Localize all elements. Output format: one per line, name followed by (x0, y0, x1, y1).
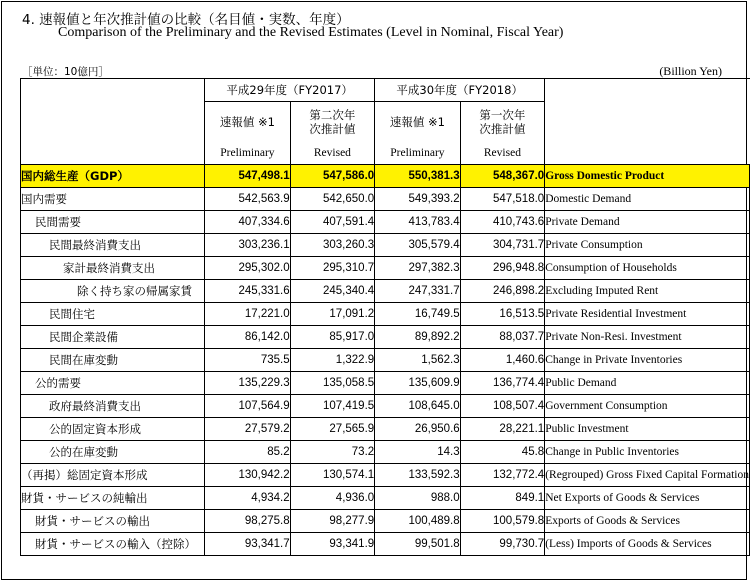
unit-label-en: (Billion Yen) (659, 64, 722, 78)
header-c2-jp: 第二次年次推計値 (290, 102, 375, 142)
row-label-en: Gross Domestic Product (545, 165, 750, 188)
cell-value: 988.0 (375, 487, 460, 510)
row-label: 公的固定資本形成 (21, 418, 205, 441)
header-c4-jp: 第一次年次推計値 (460, 102, 545, 142)
cell-value: 849.1 (460, 487, 545, 510)
row-label: 民間企業設備 (21, 326, 205, 349)
cell-value: 303,236.1 (205, 234, 290, 257)
cell-value: 135,229.3 (205, 372, 290, 395)
cell-value: 247,331.7 (375, 280, 460, 303)
table-row (21, 372, 750, 395)
table-row (21, 395, 750, 418)
cell-value: 108,645.0 (375, 395, 460, 418)
row-label-en: (Less) Imports of Goods & Services (545, 533, 750, 556)
table-row (21, 188, 750, 211)
row-label-en: Consumption of Households (545, 257, 750, 280)
cell-value: 17,091.2 (290, 303, 375, 326)
header-blank-right (545, 79, 750, 165)
row-label-en: Exports of Goods & Services (545, 510, 750, 533)
row-label-en: Excluding Imputed Rent (545, 280, 750, 303)
cell-value: 735.5 (205, 349, 290, 372)
row-label: （再掲）総固定資本形成 (21, 464, 205, 487)
row-label: 財貨・サービスの輸入（控除） (21, 533, 205, 556)
row-label: 民間在庫変動 (21, 349, 205, 372)
header-c2-en: Revised (290, 142, 375, 165)
table-row (21, 487, 750, 510)
row-label: 家計最終消費支出 (21, 257, 205, 280)
row-label-en: Net Exports of Goods & Services (545, 487, 750, 510)
table-row (21, 257, 750, 280)
cell-value: 547,498.1 (205, 165, 290, 188)
row-label-en: Private Demand (545, 211, 750, 234)
cell-value: 542,650.0 (290, 188, 375, 211)
cell-value: 136,774.4 (460, 372, 545, 395)
cell-value: 85.2 (205, 441, 290, 464)
table-row (21, 234, 750, 257)
table-row (21, 280, 750, 303)
row-label: 民間住宅 (21, 303, 205, 326)
cell-value: 99,730.7 (460, 533, 545, 556)
cell-value: 550,381.3 (375, 165, 460, 188)
unit-label-jp: ［単位：10億円］ (22, 66, 109, 78)
cell-value: 410,743.6 (460, 211, 545, 234)
cell-value: 4,936.0 (290, 487, 375, 510)
cell-value: 296,948.8 (460, 257, 545, 280)
row-label: 財貨・サービスの輸出 (21, 510, 205, 533)
table-row (21, 441, 750, 464)
cell-value: 547,518.0 (460, 188, 545, 211)
cell-value: 85,917.0 (290, 326, 375, 349)
cell-value: 413,783.4 (375, 211, 460, 234)
cell-value: 295,310.7 (290, 257, 375, 280)
row-label: 財貨・サービスの純輸出 (21, 487, 205, 510)
header-c1-en: Preliminary (205, 142, 290, 165)
table-row (21, 464, 750, 487)
row-label-en: Private Residential Investment (545, 303, 750, 326)
row-label-en: Private Consumption (545, 234, 750, 257)
cell-value: 93,341.7 (205, 533, 290, 556)
cell-value: 132,772.4 (460, 464, 545, 487)
row-label: 国内総生産（GDP） (21, 165, 205, 188)
cell-value: 17,221.0 (205, 303, 290, 326)
cell-value: 93,341.9 (290, 533, 375, 556)
table-row (21, 418, 750, 441)
row-label: 民間最終消費支出 (21, 234, 205, 257)
row-label-en: Government Consumption (545, 395, 750, 418)
cell-value: 246,898.2 (460, 280, 545, 303)
cell-value: 1,562.3 (375, 349, 460, 372)
cell-value: 99,501.8 (375, 533, 460, 556)
table-row (21, 165, 750, 188)
cell-value: 407,591.4 (290, 211, 375, 234)
row-label-en: Change in Public Inventories (545, 441, 750, 464)
cell-value: 108,507.4 (460, 395, 545, 418)
cell-value: 107,564.9 (205, 395, 290, 418)
cell-value: 98,277.9 (290, 510, 375, 533)
table-row (21, 510, 750, 533)
table-row (21, 326, 750, 349)
cell-value: 89,892.2 (375, 326, 460, 349)
cell-value: 28,221.1 (460, 418, 545, 441)
cell-value: 303,260.3 (290, 234, 375, 257)
row-label: 除く持ち家の帰属家賃 (21, 280, 205, 303)
cell-value: 88,037.7 (460, 326, 545, 349)
cell-value: 295,302.0 (205, 257, 290, 280)
row-label-en: Change in Private Inventories (545, 349, 750, 372)
cell-value: 100,489.8 (375, 510, 460, 533)
cell-value: 16,513.5 (460, 303, 545, 326)
page-subtitle: Comparison of the Preliminary and the Revised Estimates (Level in Nominal, Fiscal Year) (58, 25, 564, 40)
page-title: 4. 速報値と年次推計値の比較（名目値・実数、年度） (22, 12, 350, 28)
cell-value: 305,579.4 (375, 234, 460, 257)
row-label: 政府最終消費支出 (21, 395, 205, 418)
cell-value: 4,934.2 (205, 487, 290, 510)
table-row (21, 211, 750, 234)
cell-value: 547,586.0 (290, 165, 375, 188)
cell-value: 245,340.4 (290, 280, 375, 303)
row-label-en: Public Demand (545, 372, 750, 395)
cell-value: 73.2 (290, 441, 375, 464)
cell-value: 542,563.9 (205, 188, 290, 211)
header-c3-jp: 速報値 ※1 (375, 102, 460, 142)
header-c4-en: Revised (460, 142, 545, 165)
cell-value: 14.3 (375, 441, 460, 464)
row-label: 公的在庫変動 (21, 441, 205, 464)
header-c3-en: Preliminary (375, 142, 460, 165)
cell-value: 133,592.3 (375, 464, 460, 487)
cell-value: 130,942.2 (205, 464, 290, 487)
table-row (21, 533, 750, 556)
header-c1-jp: 速報値 ※1 (205, 102, 290, 142)
cell-value: 130,574.1 (290, 464, 375, 487)
comparison-table (20, 78, 750, 556)
row-label-en: Domestic Demand (545, 188, 750, 211)
cell-value: 45.8 (460, 441, 545, 464)
cell-value: 98,275.8 (205, 510, 290, 533)
cell-value: 135,609.9 (375, 372, 460, 395)
cell-value: 549,393.2 (375, 188, 460, 211)
cell-value: 100,579.8 (460, 510, 545, 533)
row-label: 民間需要 (21, 211, 205, 234)
cell-value: 245,331.6 (205, 280, 290, 303)
cell-value: 107,419.5 (290, 395, 375, 418)
cell-value: 407,334.6 (205, 211, 290, 234)
cell-value: 297,382.3 (375, 257, 460, 280)
row-label-en: Public Investment (545, 418, 750, 441)
cell-value: 27,565.9 (290, 418, 375, 441)
header-blank (21, 79, 205, 165)
cell-value: 304,731.7 (460, 234, 545, 257)
row-label: 公的需要 (21, 372, 205, 395)
row-label: 国内需要 (21, 188, 205, 211)
row-label-en: Private Non-Resi. Investment (545, 326, 750, 349)
table-row (21, 303, 750, 326)
cell-value: 16,749.5 (375, 303, 460, 326)
header-fy2017: 平成29年度（FY2017） (205, 79, 375, 102)
table-row (21, 349, 750, 372)
cell-value: 1,460.6 (460, 349, 545, 372)
row-label-en: (Regrouped) Gross Fixed Capital Formation (545, 464, 750, 487)
cell-value: 26,950.6 (375, 418, 460, 441)
header-fy2018: 平成30年度（FY2018） (375, 79, 545, 102)
cell-value: 1,322.9 (290, 349, 375, 372)
cell-value: 135,058.5 (290, 372, 375, 395)
cell-value: 27,579.2 (205, 418, 290, 441)
cell-value: 86,142.0 (205, 326, 290, 349)
cell-value: 548,367.0 (460, 165, 545, 188)
